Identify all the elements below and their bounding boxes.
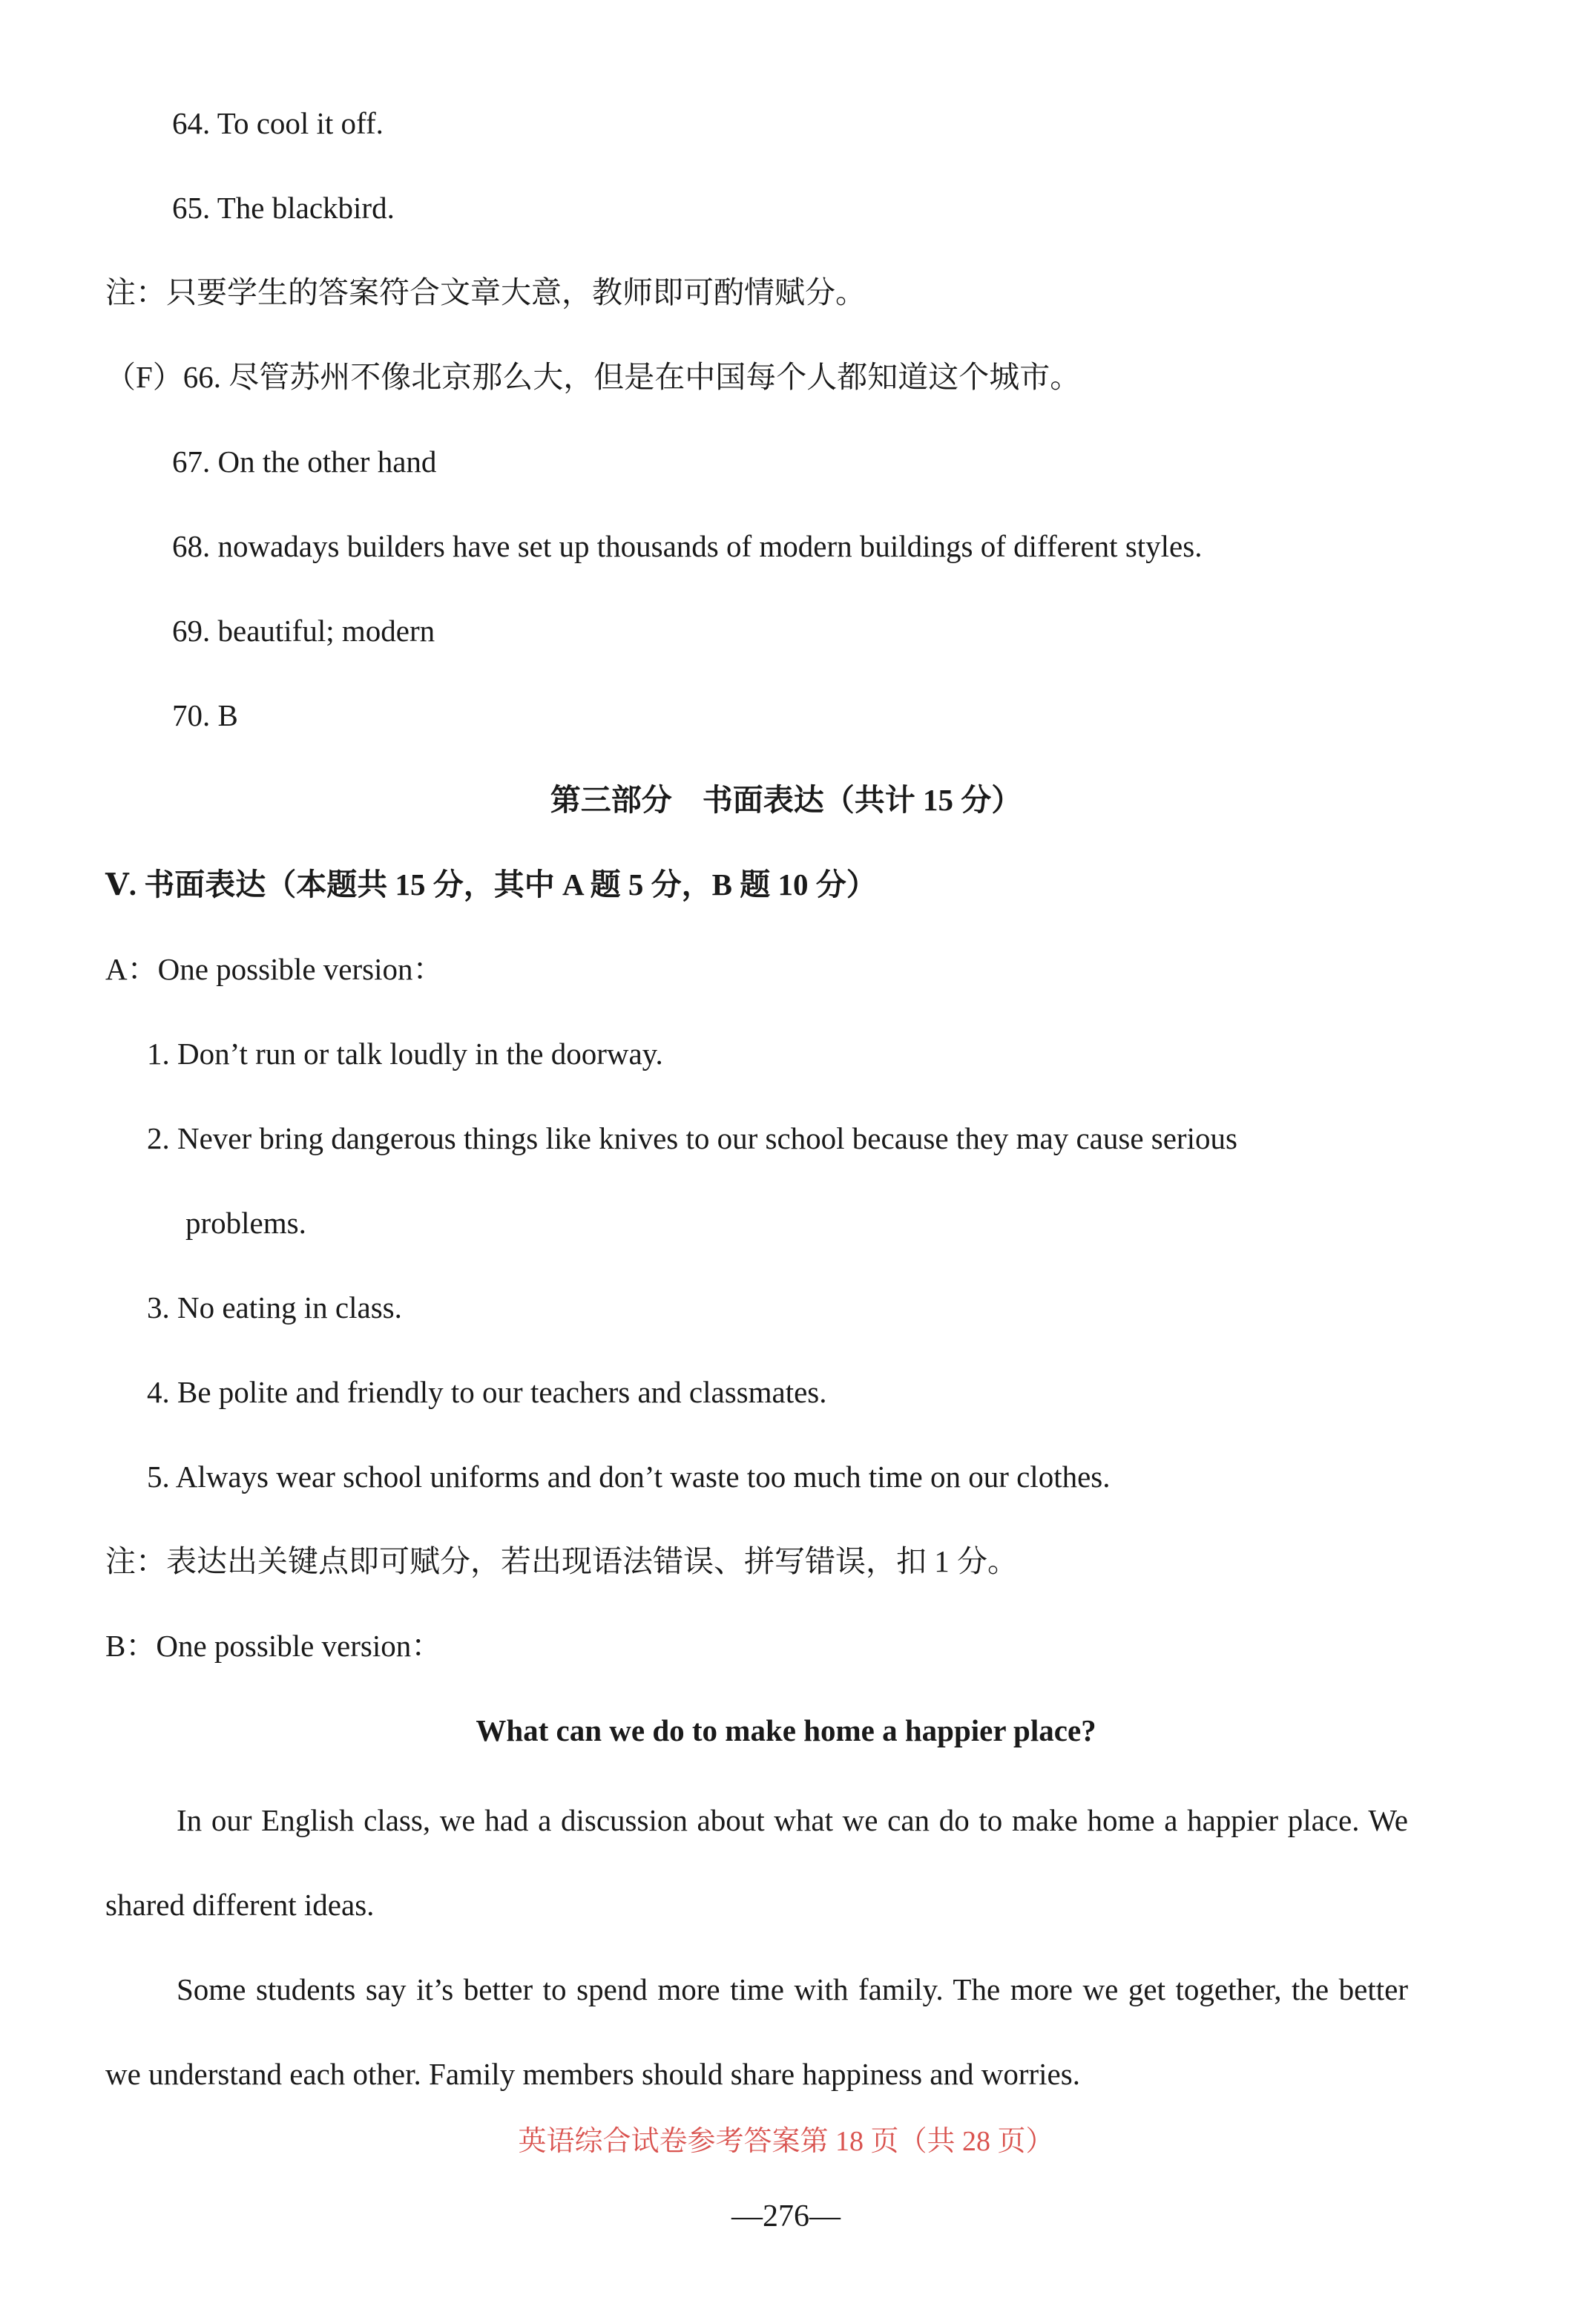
page-number: —276—: [731, 2199, 841, 2233]
rule-3: 3. No eating in class.: [147, 1290, 402, 1325]
essay-paragraph-2: Some students say it’s better to spend more time with family. The more we get together, the better we understand each other. Family members should share happiness and worries.: [105, 1972, 1408, 2091]
answer-65: 65. The blackbird.: [172, 191, 395, 225]
part-a-label: A：One possible version：: [105, 952, 444, 986]
answer-64: 64. To cool it off.: [172, 106, 384, 140]
rule-4: 4. Be polite and friendly to our teachers and classmates.: [147, 1375, 827, 1409]
part-b-label: B：One possible version：: [105, 1629, 442, 1663]
footer-caption: 英语综合试卷参考答案第 18 页（共 28 页）: [518, 2126, 1054, 2157]
answer-66: （F）66. 尽管苏州不像北京那么大，但是在中国每个人都知道这个城市。: [105, 360, 1081, 394]
answer-67: 67. On the other hand: [172, 444, 437, 479]
answer-70: 70. B: [172, 698, 238, 732]
rule-5: 5. Always wear school uniforms and don’t waste too much time on our clothes.: [147, 1460, 1111, 1494]
answer-69: 69. beautiful; modern: [172, 614, 435, 648]
note-scoring: 注：只要学生的答案符合文章大意，教师即可酌情赋分。: [105, 275, 866, 309]
rule-2: 2. Never bring dangerous things like knives to our school because they may cause serious: [147, 1121, 1237, 1155]
answer-68: 68. nowadays builders have set up thousands of modern buildings of different styles.: [172, 529, 1203, 563]
essay-paragraph-1: In our English class, we had a discussion about what we can do to make home a happier place. We shared different ideas.: [105, 1803, 1408, 1922]
part-three-title: 第三部分 书面表达（共计 15 分）: [550, 783, 1022, 817]
rule-2-continued: problems.: [185, 1206, 306, 1240]
section-v-title: Ⅴ. 书面表达（本题共 15 分，其中 A 题 5 分，B 题 10 分）: [105, 867, 877, 902]
essay-title: What can we do to make home a happier place?: [476, 1713, 1096, 1747]
note-grammar: 注：表达出关键点即可赋分，若出现语法错误、拼写错误，扣 1 分。: [105, 1544, 1018, 1578]
rule-1: 1. Don’t run or talk loudly in the doorway.: [147, 1037, 663, 1071]
